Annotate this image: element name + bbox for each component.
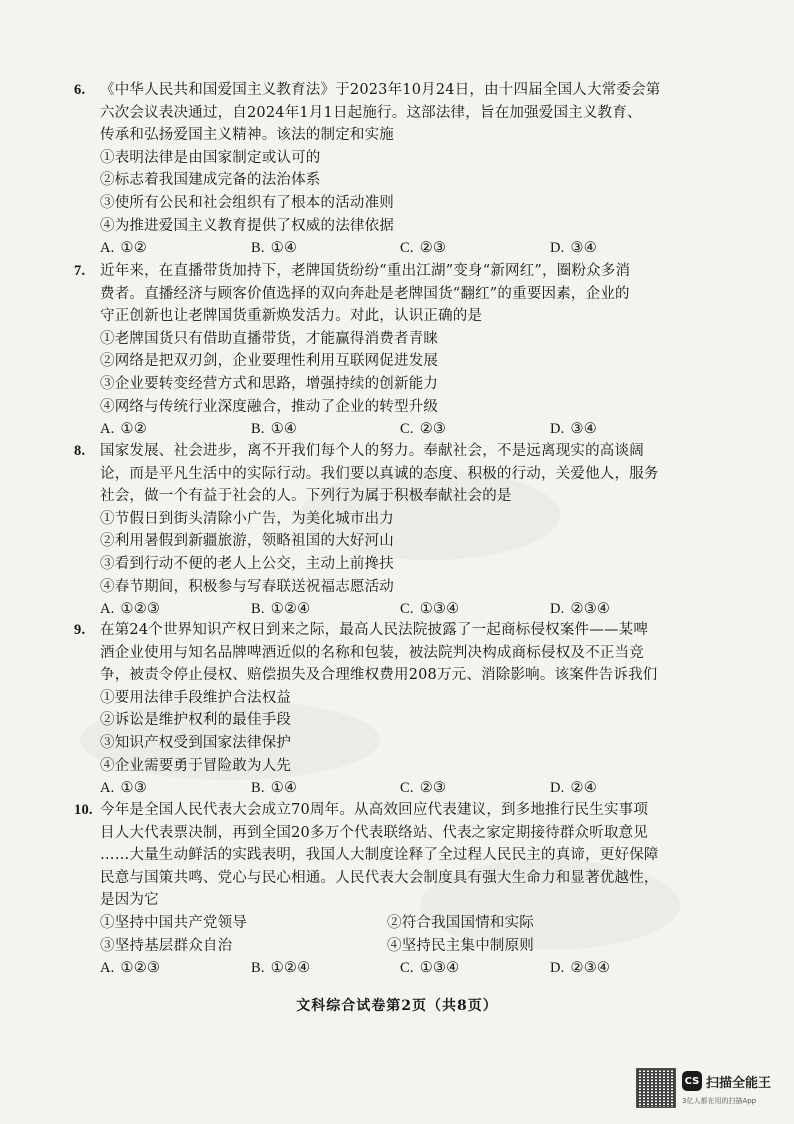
question-stem-line: [74, 260, 674, 283]
statement: ④为推进爱国主义教育提供了权威的法律依据: [100, 217, 394, 234]
question-number: 8.: [74, 443, 86, 459]
question-stem-line: 六次会议表决通过，自2024年1月1日起施行。这部法律，旨在加强爱国主义教育、: [100, 104, 642, 121]
statement: ①老牌国货只有借助直播带货，才能赢得消费者青睐: [100, 330, 439, 347]
scanner-app-tagline: 3亿人都在用的扫描App: [682, 1097, 757, 1105]
question-stem-line: [74, 440, 674, 463]
question-stem-text: 《中华人民共和国爱国主义教育法》于2023年10月24日，由十四届全国人大常委会第: [100, 82, 661, 98]
question-6: [74, 79, 674, 260]
question-number: 6.: [74, 82, 86, 98]
question-stem-text: 近年来，在直播带货加持下，老牌国货纷纷“重出江湖”变身“新网红”，圈粉众多消: [100, 263, 631, 279]
statement-row: [74, 935, 674, 958]
question-stem-line: ……大量生动鲜活的实践表明，我国人大制度诠释了全过程人民民主的真谛，更好保障: [100, 847, 659, 864]
option-d: D. ②④: [550, 780, 597, 797]
answer-options: [74, 957, 674, 980]
statement: ②符合我国国情和实际: [387, 914, 534, 931]
option-c: C. ②③: [400, 240, 447, 257]
question-stem-line: 社会，做一个有益于社会的人。下列行为属于积极奉献社会的是: [100, 488, 512, 505]
statement: ③企业要转变经营方式和思路，增强持续的创新能力: [100, 375, 439, 392]
question-stem-line: 费者。直播经济与顾客价值选择的双向奔赴是老牌国货“翻红”的重要因素，企业的: [100, 285, 630, 302]
question-9: [74, 619, 674, 800]
option-b: B. ①④: [251, 240, 298, 257]
option-c: C. ②③: [400, 421, 447, 438]
option-a: A. ①②: [100, 421, 147, 438]
statement: ③坚持基层群众自治: [100, 937, 233, 954]
question-stem-line: 目人大代表票决制，再到全国20多万个代表联络站、代表之家定期接待群众听取意见: [100, 824, 649, 841]
option-d: D. ③④: [550, 240, 597, 257]
question-stem-text: 国家发展、社会进步，离不开我们每个人的努力。奉献社会，不是远离现实的高谈阔: [100, 443, 644, 459]
camscanner-logo-icon: CS: [682, 1071, 702, 1091]
question-stem-line: 守正创新也让老牌国货重新焕发活力。对此，认识正确的是: [100, 308, 483, 325]
scanner-watermark: [636, 1068, 786, 1112]
statement: ④春节期间，积极参与写春联送祝福志愿活动: [100, 578, 394, 595]
question-stem-line: 论，而是平凡生活中的实际行动。我们要以真诚的态度、积极的行动，关爱他人，服务: [100, 465, 659, 482]
statement-row: [74, 912, 674, 935]
option-c: C. ①③④: [400, 601, 460, 618]
statement: ④网络与传统行业深度融合，推动了企业的转型升级: [100, 398, 439, 415]
option-b: B. ①④: [251, 780, 298, 797]
statement: ②诉讼是维护权利的最佳手段: [100, 712, 292, 729]
question-stem-text: 在第24个世界知识产权日到来之际，最高人民法院披露了一起商标侵权案件——某啤: [100, 622, 649, 638]
question-number: 7.: [74, 263, 86, 279]
question-number: 9.: [74, 622, 86, 638]
statement: ②利用暑假到新疆旅游，领略祖国的大好河山: [100, 533, 394, 550]
option-d: D. ②③④: [550, 960, 611, 977]
question-stem-line: [74, 619, 674, 642]
qr-code-icon: [636, 1068, 676, 1108]
question-8: [74, 440, 674, 621]
option-c: C. ①③④: [400, 960, 460, 977]
option-b: B. ①②④: [251, 960, 311, 977]
question-10: [74, 799, 674, 980]
option-a: A. ①②: [100, 240, 147, 257]
question-number: 10.: [74, 802, 93, 818]
answer-options: [74, 418, 674, 441]
question-stem-line: 酒企业使用与知名品牌啤酒近似的名称和包装，被法院判决构成商标侵权及不正当竞: [100, 644, 644, 661]
statement: ①表明法律是由国家制定或认可的: [100, 149, 321, 166]
question-stem-text: 今年是全国人民代表大会成立70周年。从高效回应代表建议，到多地推行民生实事项: [100, 802, 649, 818]
question-stem-line: 民意与国策共鸣、党心与民心相通。人民代表大会制度具有强大生命力和显著优越性，: [100, 869, 659, 886]
scanner-app-name: 扫描全能王: [706, 1076, 772, 1091]
option-d: D. ②③④: [550, 601, 611, 618]
statement: ①要用法律手段维护合法权益: [100, 689, 292, 706]
question-stem-line: [74, 79, 674, 102]
answer-options: [74, 237, 674, 260]
question-stem-line: 传承和弘扬爱国主义精神。该法的制定和实施: [100, 127, 394, 144]
option-a: A. ①②③: [100, 601, 161, 618]
question-7: [74, 260, 674, 441]
question-stem-line: 争，被责令停止侵权、赔偿损失及合理维权费用208万元、消除影响。该案件告诉我们: [100, 667, 658, 684]
statement: ①坚持中国共产党领导: [100, 914, 247, 931]
option-a: A. ①②③: [100, 960, 161, 977]
statement: ③使所有公民和社会组织有了根本的活动准则: [100, 194, 394, 211]
option-b: B. ①④: [251, 421, 298, 438]
statement: ②网络是把双刃剑，企业要理性利用互联网促进发展: [100, 353, 439, 370]
answer-options: [74, 598, 674, 621]
statement: ②标志着我国建成完备的法治体系: [100, 172, 321, 189]
answer-options: [74, 777, 674, 800]
question-stem-line: [74, 799, 674, 822]
option-a: A. ①③: [100, 780, 147, 797]
statement: ④企业需要勇于冒险敢为人先: [100, 757, 292, 774]
option-c: C. ②③: [400, 780, 447, 797]
option-b: B. ①②④: [251, 601, 311, 618]
statement: ①节假日到街头清除小广告，为美化城市出力: [100, 510, 394, 527]
statement: ③看到行动不便的老人上公交，主动上前搀扶: [100, 555, 394, 572]
page-footer: 文科综合试卷第2页（共8页）: [296, 998, 498, 1014]
question-stem-line: 是因为它: [100, 892, 159, 909]
statement: ④坚持民主集中制原则: [387, 937, 534, 954]
statement: ③知识产权受到国家法律保护: [100, 734, 292, 751]
option-d: D. ③④: [550, 421, 597, 438]
